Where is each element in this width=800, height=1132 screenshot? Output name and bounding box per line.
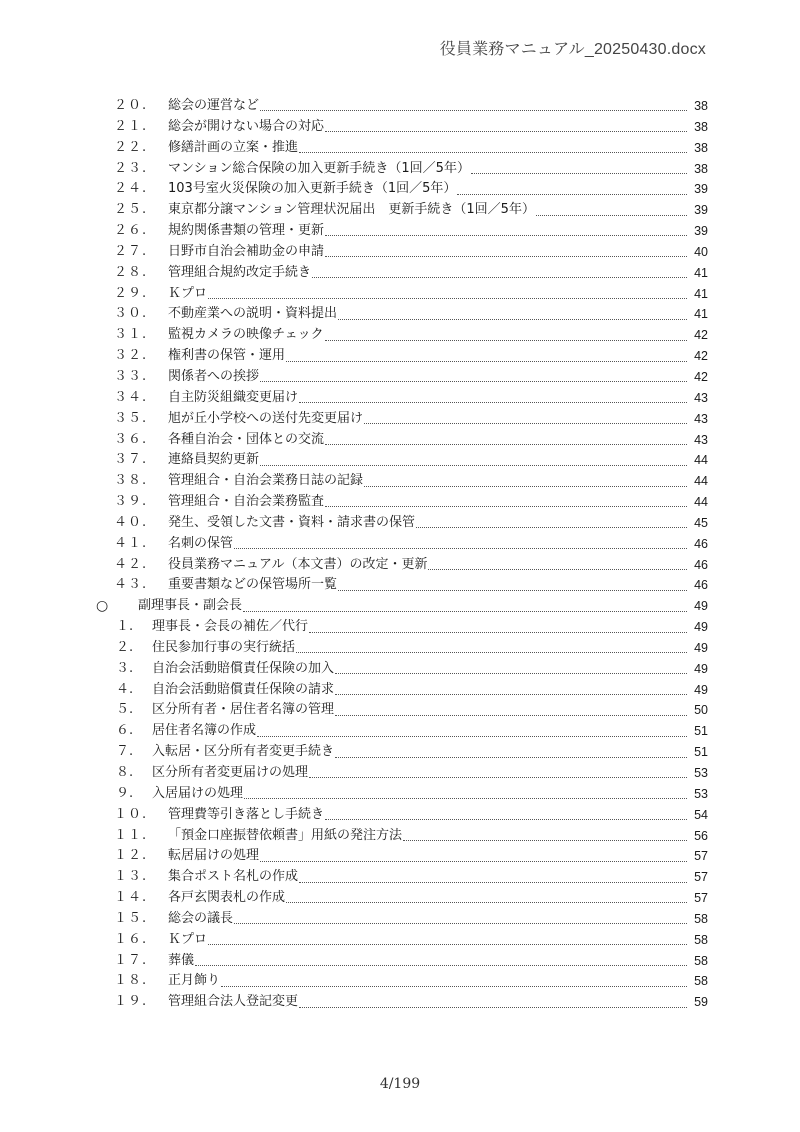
toc-entry-number: ３６.	[114, 431, 148, 447]
toc-entry[interactable]	[96, 638, 708, 659]
toc-dot-leader	[335, 756, 687, 758]
toc-dot-leader	[234, 922, 687, 924]
toc-entry-number: ２０.	[114, 98, 148, 113]
toc-entry-number: １０.	[114, 806, 148, 822]
toc-entry-page-number: 45	[694, 515, 708, 530]
toc-dot-leader	[335, 672, 687, 674]
toc-entry-page-number: 57	[694, 891, 708, 906]
toc-entry[interactable]	[96, 367, 708, 388]
toc-entry-page-number: 58	[694, 974, 708, 989]
toc-entry[interactable]	[96, 575, 708, 596]
toc-entry-number: ２４.	[114, 181, 148, 197]
toc-entry[interactable]	[96, 471, 708, 492]
table-of-contents	[96, 96, 708, 1013]
toc-entry-page-number: 43	[694, 432, 708, 447]
toc-entry-title: 正月飾り	[168, 973, 221, 989]
toc-dot-leader	[338, 318, 687, 320]
toc-entry-number: ３１.	[114, 327, 148, 343]
toc-entry[interactable]	[96, 930, 708, 951]
toc-entry-page-number: 41	[694, 265, 708, 280]
toc-entry-number: ２２.	[114, 139, 148, 155]
toc-entry-page-number: 53	[694, 766, 708, 780]
document-filename-header: 役員業務マニュアル_20250430.docx	[439, 41, 706, 58]
toc-entry-title: 葬儀	[168, 952, 195, 968]
toc-dot-leader	[536, 214, 687, 216]
toc-entry-page-number: 42	[694, 328, 708, 343]
toc-entry-page-number: 38	[694, 140, 708, 155]
toc-entry-number: １.	[116, 619, 134, 635]
toc-entry-title: 管理費等引き落とし手続き	[168, 806, 325, 822]
toc-entry[interactable]	[96, 117, 708, 138]
toc-dot-leader	[257, 735, 687, 737]
toc-entry-page-number: 58	[694, 953, 708, 968]
toc-entry-title: 監視カメラの映像チェック	[168, 327, 324, 343]
toc-entry-number: ３８.	[114, 473, 148, 489]
toc-entry[interactable]	[96, 596, 708, 617]
toc-entry[interactable]	[96, 138, 708, 159]
toc-entry-title: 入転居・区分所有者変更手続き	[152, 744, 335, 760]
toc-entry-title: Ｋプロ	[168, 931, 208, 947]
toc-entry[interactable]	[96, 450, 708, 471]
toc-entry-title: 転居届けの処理	[168, 848, 260, 864]
toc-entry-title: 東京都分譲マンション管理状況届出 更新手続き（1回／5年）	[168, 202, 535, 218]
toc-dot-leader	[428, 568, 687, 570]
toc-entry-number: ３.	[116, 660, 134, 676]
toc-entry-page-number: 46	[694, 557, 708, 572]
toc-entry-title: 名刺の保管	[168, 535, 234, 551]
toc-entry-title: Ｋプロ	[168, 285, 208, 301]
toc-entry[interactable]	[96, 700, 708, 721]
toc-dot-leader	[335, 714, 687, 716]
toc-entry[interactable]	[96, 784, 708, 805]
toc-entry-page-number: 39	[694, 224, 708, 239]
toc-entry-page-number: 49	[694, 682, 708, 697]
toc-entry-title: 居住者名簿の作成	[152, 723, 257, 739]
toc-entry-page-number: 59	[694, 995, 708, 1010]
toc-entry[interactable]	[96, 304, 708, 325]
toc-entry-number: ２.	[116, 639, 134, 655]
toc-dot-leader	[286, 360, 687, 362]
toc-entry-number: ４２.	[114, 556, 148, 572]
toc-entry-title: 発生、受領した文書・資料・請求書の保管	[168, 514, 416, 530]
toc-entry[interactable]	[96, 763, 708, 784]
toc-entry-page-number: 58	[694, 932, 708, 947]
toc-entry-number: ６.	[116, 723, 134, 739]
toc-entry-title: 管理組合・自治会業務監査	[168, 494, 325, 510]
toc-dot-leader	[208, 297, 687, 299]
toc-entry-number: １８.	[114, 973, 148, 989]
toc-dot-leader	[260, 380, 687, 382]
toc-entry-page-number: 44	[694, 495, 708, 510]
toc-dot-leader	[299, 881, 687, 883]
toc-entry-title: 住民参加行事の実行統括	[152, 639, 296, 655]
toc-entry-title: 日野市自治会補助金の申請	[168, 243, 325, 259]
toc-entry-title: 自治会活動賠償責任保険の加入	[152, 660, 335, 676]
toc-entry-title: 連絡員契約更新	[168, 452, 260, 468]
toc-entry-number: １９.	[114, 994, 148, 1010]
toc-entry-page-number: 41	[694, 307, 708, 322]
toc-dot-leader	[299, 401, 687, 403]
toc-dot-leader	[243, 610, 687, 612]
toc-entry[interactable]	[96, 388, 708, 409]
toc-dot-leader	[457, 193, 687, 195]
toc-entry[interactable]	[96, 409, 708, 430]
toc-dot-leader	[325, 339, 687, 341]
toc-entry-number: １５.	[114, 910, 148, 926]
toc-entry-page-number: 42	[694, 369, 708, 384]
toc-entry-page-number: 57	[694, 870, 708, 885]
toc-entry-title: 自主防災組織変更届け	[168, 389, 299, 405]
toc-entry-page-number: 54	[694, 807, 708, 822]
toc-dot-leader	[299, 1006, 687, 1008]
toc-entry-page-number: 41	[694, 286, 708, 301]
toc-entry[interactable]	[96, 221, 708, 242]
toc-dot-leader	[309, 631, 687, 633]
toc-dot-leader	[335, 693, 687, 695]
toc-entry-number: ９.	[116, 785, 134, 801]
toc-dot-leader	[234, 547, 687, 549]
toc-entry-number: ３７.	[114, 452, 148, 468]
toc-entry-title: 集合ポスト名札の作成	[168, 869, 299, 885]
toc-dot-leader	[309, 776, 687, 778]
toc-dot-leader	[260, 860, 687, 862]
toc-entry-title: 各戸玄関表札の作成	[168, 890, 286, 906]
toc-dot-leader	[325, 234, 687, 236]
toc-entry[interactable]	[96, 263, 708, 284]
toc-entry-number: ２６.	[114, 223, 148, 239]
toc-entry[interactable]	[96, 617, 708, 638]
toc-entry[interactable]	[96, 805, 708, 826]
toc-entry[interactable]	[96, 888, 708, 909]
page-number-footer: 4/199	[379, 1076, 421, 1092]
toc-entry-number: ３３.	[114, 368, 148, 384]
toc-entry-number: １２.	[114, 848, 148, 864]
toc-entry[interactable]	[96, 325, 708, 346]
toc-entry-page-number: 38	[694, 119, 708, 134]
toc-entry-number: １３.	[114, 869, 148, 885]
toc-entry-page-number: 58	[694, 911, 708, 926]
toc-entry[interactable]	[96, 284, 708, 305]
toc-dot-leader	[416, 526, 687, 528]
toc-entry-title: 旭が丘小学校への送付先変更届け	[168, 410, 364, 426]
toc-entry-page-number: 46	[694, 578, 708, 593]
toc-entry[interactable]	[96, 430, 708, 451]
toc-entry-title: 自治会活動賠償責任保険の請求	[152, 681, 335, 697]
toc-entry-page-number: 43	[694, 411, 708, 426]
toc-dot-leader	[403, 839, 687, 841]
toc-entry-page-number: 51	[694, 724, 708, 739]
toc-entry-title: 副理事長・副会長	[138, 598, 243, 614]
toc-entry-number: １６.	[114, 931, 148, 947]
toc-entry-title: 不動産業への説明・資料提出	[168, 306, 338, 322]
toc-entry-title: 区分所有者変更届けの処理	[152, 765, 309, 780]
toc-entry[interactable]	[96, 534, 708, 555]
toc-dot-leader	[325, 255, 687, 257]
toc-entry[interactable]	[96, 742, 708, 763]
toc-dot-leader	[296, 651, 687, 653]
toc-entry[interactable]	[96, 867, 708, 888]
toc-entry[interactable]	[96, 179, 708, 200]
toc-entry-page-number: 38	[694, 99, 708, 113]
toc-entry-page-number: 49	[694, 640, 708, 655]
toc-entry-number: ４０.	[114, 514, 148, 530]
toc-entry-number: ２８.	[114, 264, 148, 280]
toc-entry[interactable]	[96, 680, 708, 701]
toc-entry-number: ５.	[116, 702, 134, 718]
toc-dot-leader	[286, 901, 687, 903]
toc-entry-title: 管理組合規約改定手続き	[168, 264, 312, 280]
toc-entry[interactable]	[96, 242, 708, 263]
toc-entry-page-number: 46	[694, 536, 708, 551]
toc-entry[interactable]	[96, 971, 708, 992]
toc-entry-number: １１.	[114, 827, 148, 843]
toc-entry-page-number: 40	[694, 244, 708, 259]
toc-entry-page-number: 44	[694, 474, 708, 489]
toc-dot-leader	[471, 172, 687, 174]
toc-entry-number: ３０.	[114, 306, 148, 322]
toc-entry-number: ３９.	[114, 494, 148, 510]
toc-entry[interactable]	[96, 846, 708, 867]
toc-entry-number: ２５.	[114, 202, 148, 218]
toc-dot-leader	[325, 818, 687, 820]
toc-entry[interactable]	[96, 492, 708, 513]
toc-entry-number: ３５.	[114, 410, 148, 426]
toc-entry-page-number: 50	[694, 703, 708, 718]
toc-entry-title: 管理組合・自治会業務日誌の記録	[168, 473, 364, 489]
toc-entry-title: マンション総合保険の加入更新手続き（1回／5年）	[168, 160, 470, 176]
toc-entry-title: 管理組合法人登記変更	[168, 994, 299, 1010]
toc-entry-page-number: 39	[694, 203, 708, 218]
toc-dot-leader	[364, 485, 687, 487]
toc-entry-number: ８.	[116, 765, 134, 780]
toc-entry-page-number: 42	[694, 349, 708, 364]
toc-entry-number: ７.	[116, 744, 134, 760]
toc-entry[interactable]	[96, 992, 708, 1013]
toc-entry-number: ４３.	[114, 577, 148, 593]
toc-dot-leader	[312, 276, 687, 278]
toc-entry[interactable]	[96, 721, 708, 742]
toc-entry-title: 各種自治会・団体との交流	[168, 431, 325, 447]
toc-dot-leader	[195, 964, 687, 966]
toc-entry-page-number: 38	[694, 161, 708, 176]
toc-entry-number: ２１.	[114, 118, 148, 134]
toc-entry-number: ３４.	[114, 389, 148, 405]
toc-entry-page-number: 49	[694, 661, 708, 676]
toc-entry-title: 理事長・会長の補佐／代行	[152, 619, 309, 635]
toc-entry[interactable]	[96, 346, 708, 367]
toc-entry[interactable]	[96, 951, 708, 972]
toc-entry-page-number: 44	[694, 453, 708, 468]
toc-dot-leader	[221, 985, 687, 987]
toc-entry[interactable]	[96, 826, 708, 847]
toc-entry[interactable]	[96, 659, 708, 680]
toc-entry-page-number: 39	[694, 182, 708, 197]
toc-entry-title: 関係者への挨拶	[168, 368, 260, 384]
toc-entry-page-number: 51	[694, 745, 708, 760]
toc-entry[interactable]	[96, 200, 708, 221]
toc-entry-page-number: 49	[694, 620, 708, 635]
toc-entry-number: １４.	[114, 890, 148, 906]
toc-entry-title: 総会の議長	[168, 910, 234, 926]
toc-entry-page-number: 49	[694, 599, 708, 614]
toc-entry-page-number: 53	[694, 786, 708, 801]
toc-entry[interactable]	[96, 513, 708, 534]
toc-dot-leader	[299, 151, 687, 153]
toc-dot-leader	[260, 109, 687, 111]
toc-entry-number: ○	[96, 598, 109, 615]
toc-dot-leader	[325, 505, 687, 507]
toc-entry-number: ２７.	[114, 243, 148, 259]
toc-entry-title: 権利書の保管・運用	[168, 348, 286, 364]
toc-entry-page-number: 43	[694, 390, 708, 405]
toc-dot-leader	[244, 797, 687, 799]
toc-dot-leader	[325, 130, 687, 132]
toc-entry-number: ２９.	[114, 285, 148, 301]
toc-entry[interactable]	[96, 909, 708, 930]
toc-dot-leader	[364, 422, 687, 424]
toc-entry-title: 総会の運営など	[168, 98, 260, 113]
toc-dot-leader	[338, 589, 687, 591]
toc-entry-number: ４.	[116, 681, 134, 697]
toc-entry-title: 規約関係書類の管理・更新	[168, 223, 325, 239]
toc-entry-title: 区分所有者・居住者名簿の管理	[152, 702, 335, 718]
toc-entry-number: ２３.	[114, 160, 148, 176]
toc-entry[interactable]	[96, 555, 708, 576]
toc-entry-title: 総会が開けない場合の対応	[168, 118, 325, 134]
toc-entry-title: 役員業務マニュアル（本文書）の改定・更新	[168, 556, 428, 572]
toc-entry-title: 重要書類などの保管場所一覧	[168, 577, 338, 593]
toc-dot-leader	[208, 943, 687, 945]
toc-dot-leader	[260, 464, 687, 466]
toc-entry[interactable]	[96, 96, 708, 117]
toc-dot-leader	[325, 443, 687, 445]
toc-entry-number: ４１.	[114, 535, 148, 551]
toc-entry-title: 103号室火災保険の加入更新手続き（1回／5年）	[168, 181, 457, 197]
toc-entry-title: 「預金口座振替依頼書」用紙の発注方法	[168, 827, 403, 843]
toc-entry[interactable]	[96, 159, 708, 180]
toc-entry-number: ３２.	[114, 348, 148, 364]
toc-entry-page-number: 56	[694, 828, 708, 843]
toc-entry-number: １７.	[114, 952, 148, 968]
toc-entry-title: 入居届けの処理	[152, 785, 244, 801]
toc-entry-page-number: 57	[694, 849, 708, 864]
toc-entry-title: 修繕計画の立案・推進	[168, 139, 299, 155]
